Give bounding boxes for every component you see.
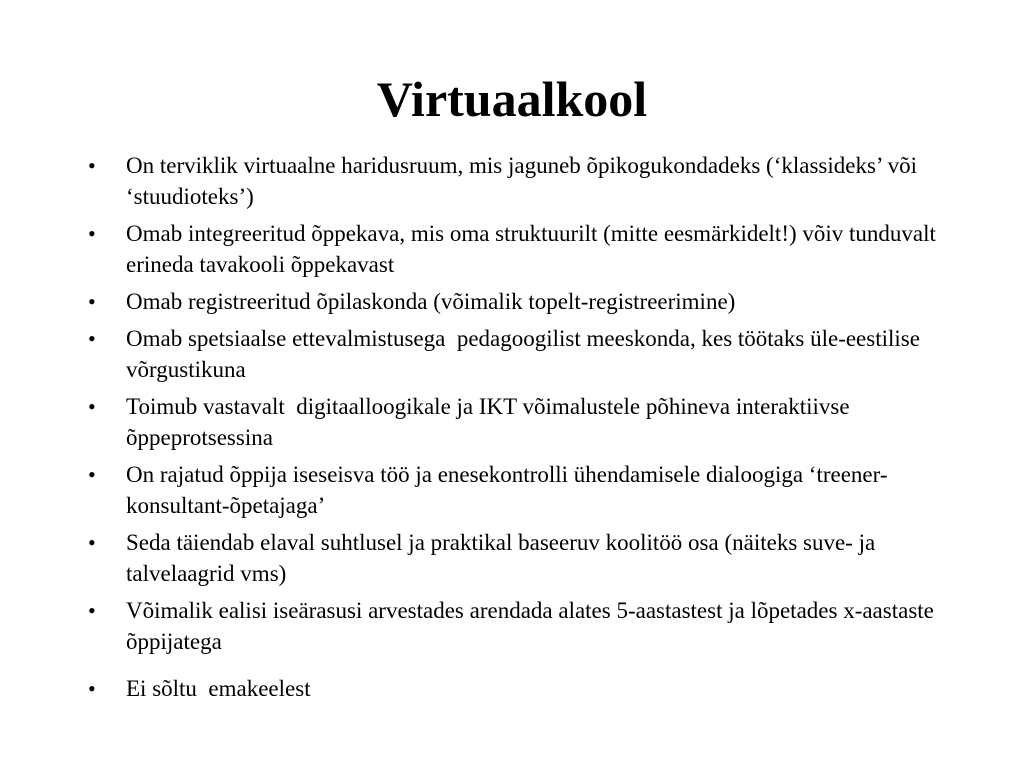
- bullet-icon: •: [88, 676, 96, 701]
- bullet-icon: •: [88, 394, 96, 419]
- bullet-list: [86, 150, 946, 710]
- bullet-icon: •: [88, 289, 96, 314]
- bullet-text: On terviklik virtuaalne haridusruum, mis jaguneb õpikogukondadeks (‘klassideks’ või ‘stuudioteks’): [126, 153, 923, 209]
- bullet-text: Võimalik ealisi iseärasusi arvestades arendada alates 5-aastastest ja lõpetades x-aastaste õppijatega: [126, 598, 940, 654]
- bullet-icon: •: [88, 462, 96, 487]
- bullet-text: On rajatud õppija iseseisva töö ja enesekontrolli ühendamisele dialoogiga ‘treener-konsultant-õpetajaga’: [126, 462, 888, 518]
- bullet-item: [86, 391, 946, 453]
- bullet-text: Seda täiendab elaval suhtlusel ja praktikal baseeruv koolitöö osa (näiteks suve- ja talvelaagrid vms): [126, 530, 881, 586]
- bullet-item: [86, 673, 946, 704]
- bullet-text: Ei sõltu emakeelest: [126, 676, 311, 701]
- bullet-icon: •: [88, 326, 96, 351]
- bullet-item: [86, 218, 946, 280]
- bullet-icon: •: [88, 221, 96, 246]
- bullet-icon: •: [88, 153, 96, 178]
- bullet-text: Omab registreeritud õpilaskonda (võimalik topelt-registreerimine): [126, 289, 736, 314]
- bullet-icon: •: [88, 598, 96, 623]
- bullet-item: [86, 527, 946, 589]
- bullet-item: [86, 150, 946, 212]
- bullet-item: [86, 595, 946, 657]
- bullet-icon: •: [88, 530, 96, 555]
- bullet-text: Omab integreeritud õppekava, mis oma struktuurilt (mitte eesmärkidelt!) võiv tunduvalt erineda tavakooli õppekavast: [126, 221, 942, 277]
- bullet-item: [86, 286, 946, 317]
- bullet-text: Toimub vastavalt digitaalloogikale ja IKT võimalustele põhineva interaktiivse õppeprotsessina: [126, 394, 856, 450]
- bullet-text: Omab spetsiaalse ettevalmistusega pedagoogilist meeskonda, kes töötaks üle-eestilise võrgustikuna: [126, 326, 926, 382]
- slide-title: Virtuaalkool: [376, 71, 648, 127]
- bullet-item: [86, 459, 946, 521]
- bullet-item: [86, 323, 946, 385]
